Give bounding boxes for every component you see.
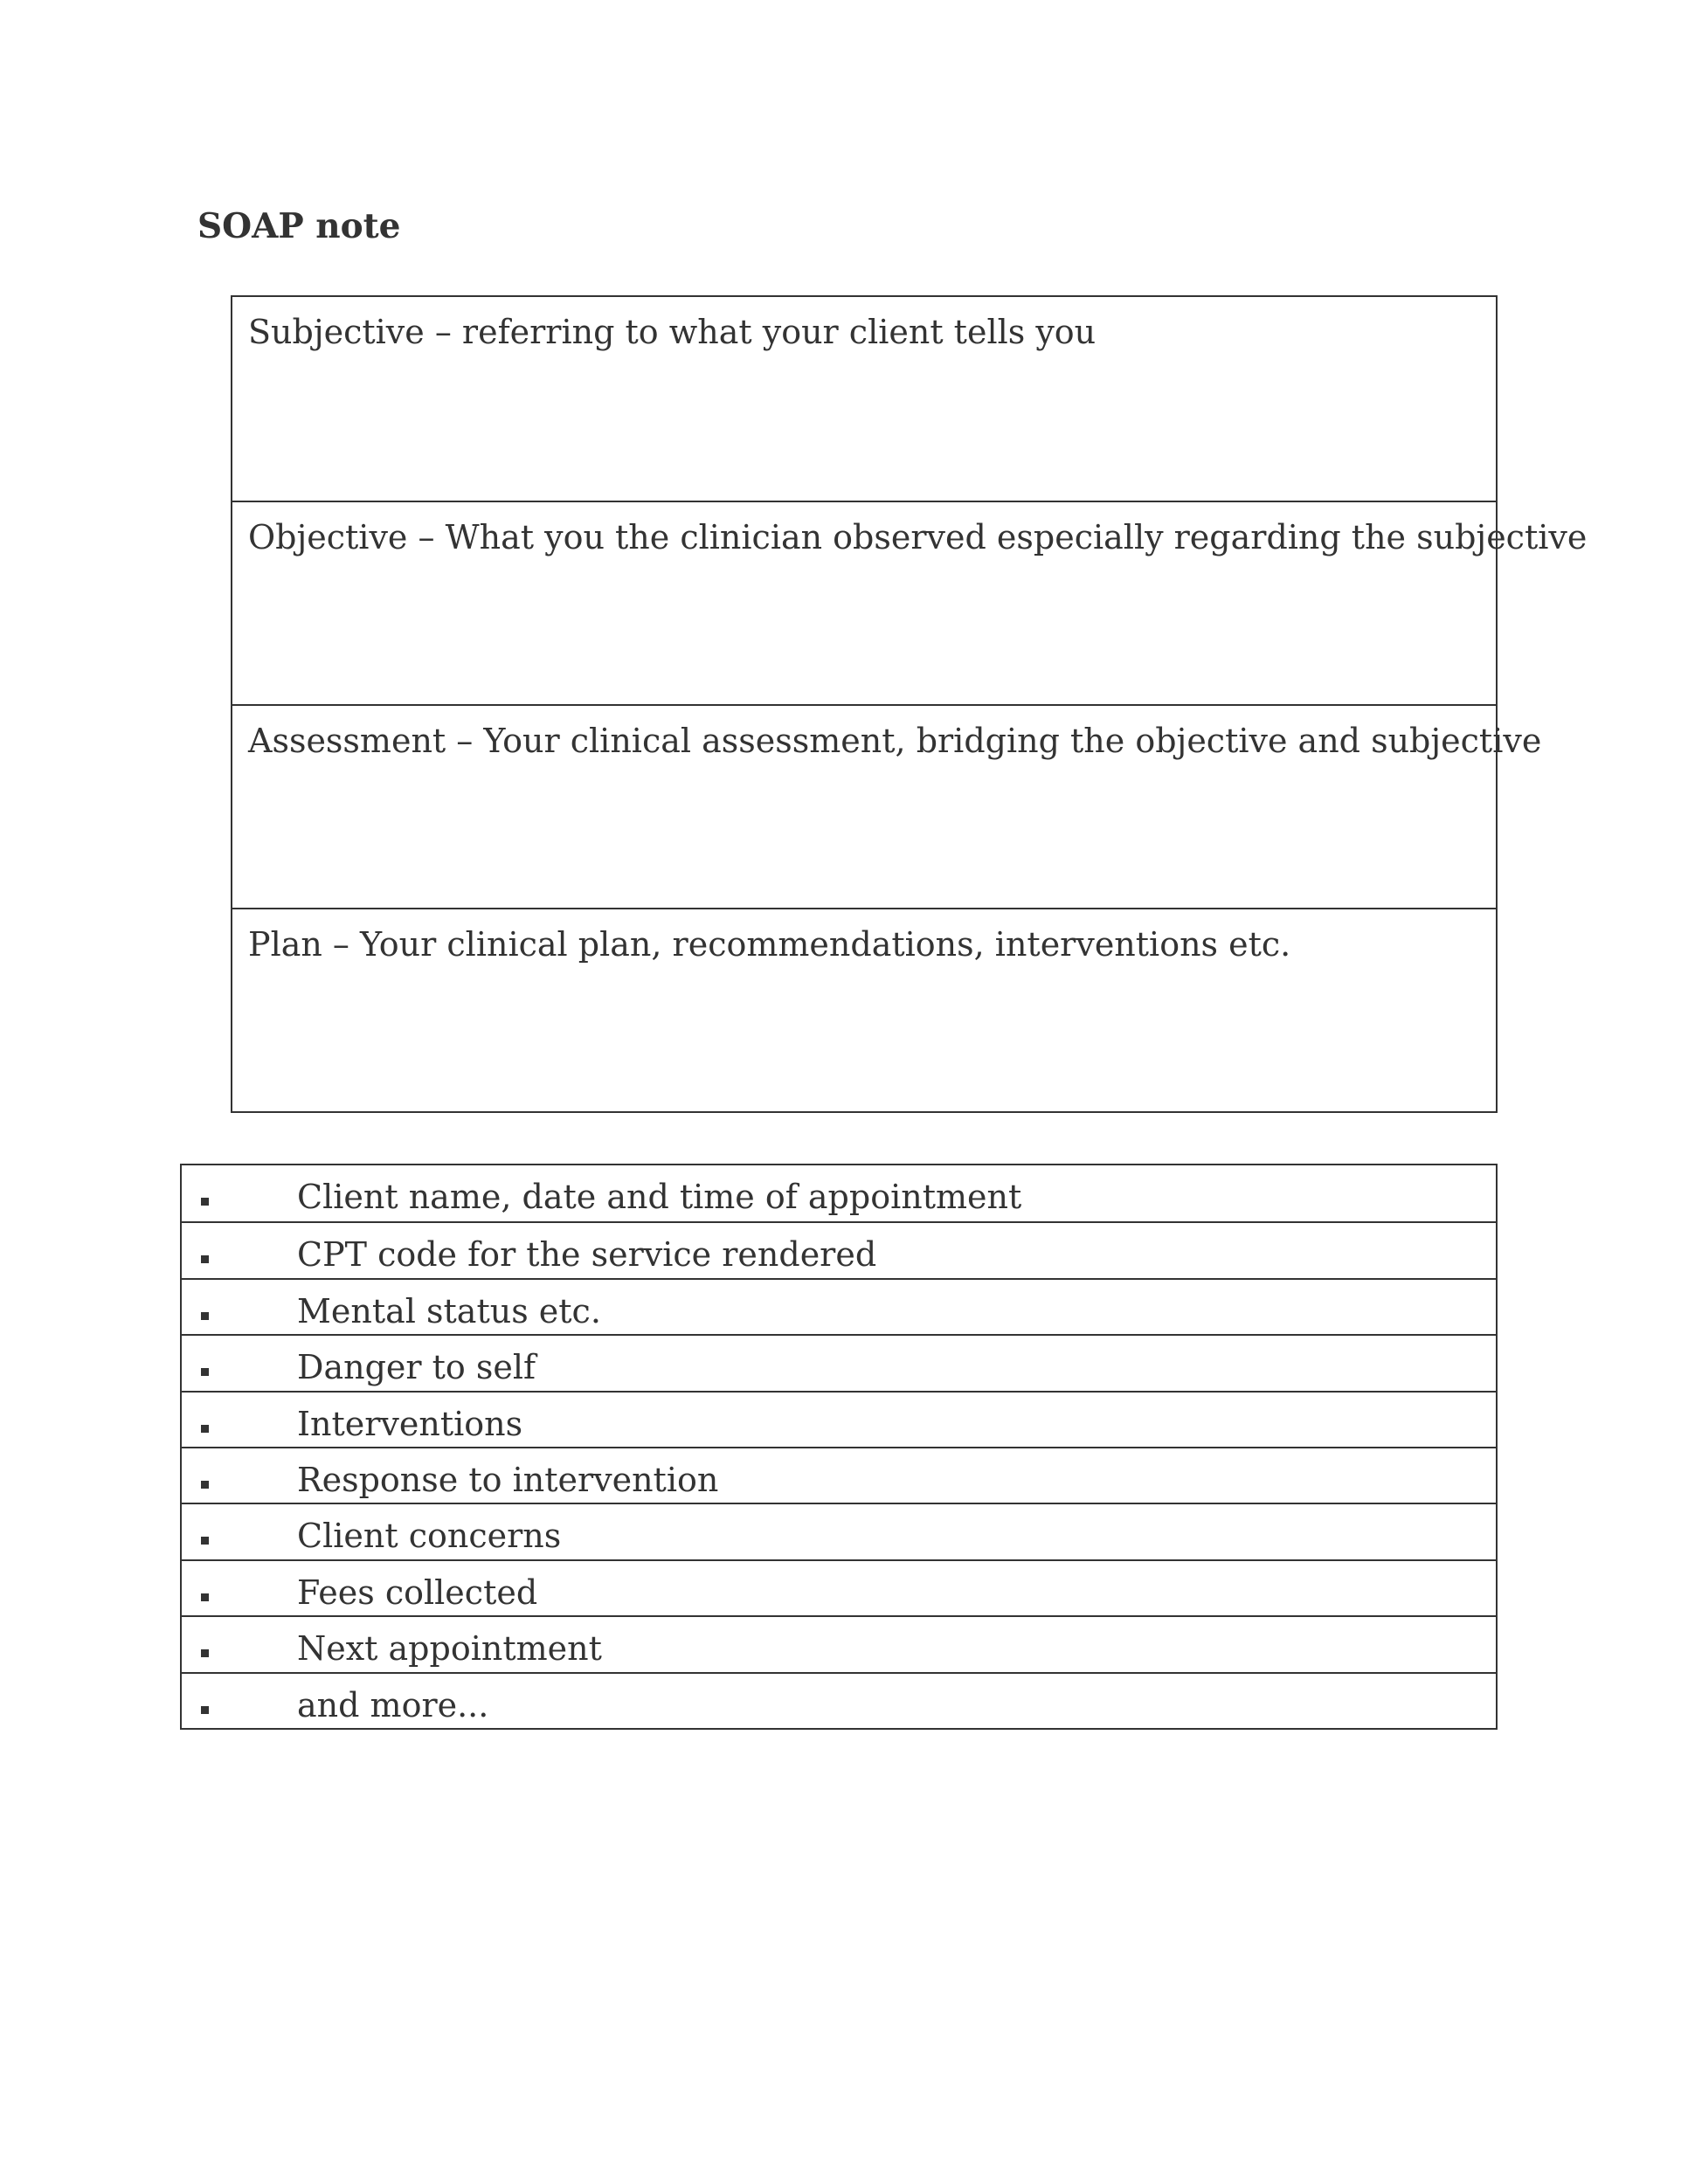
checklist-item-text: and more... — [297, 1685, 489, 1724]
square-bullet-icon — [201, 1255, 209, 1263]
checklist-item-text: Interventions — [297, 1404, 523, 1443]
square-bullet-icon — [201, 1368, 209, 1376]
soap-label-objective: Objective – What you the clinician observed especially regarding the subjective — [248, 518, 1588, 556]
checklist-item-text: Client name, date and time of appointment — [297, 1178, 1022, 1216]
checklist-item-text: Next appointment — [297, 1629, 602, 1669]
square-bullet-icon — [201, 1425, 209, 1433]
soap-row-subjective — [232, 297, 1496, 501]
square-bullet-icon — [201, 1649, 209, 1657]
checklist-item — [182, 1559, 1496, 1615]
square-bullet-icon — [201, 1198, 209, 1206]
square-bullet-icon — [201, 1537, 209, 1545]
checklist-item — [182, 1334, 1496, 1390]
checklist-item-text: Fees collected — [297, 1572, 538, 1612]
soap-row-objective — [232, 501, 1588, 705]
checklist-item-text: CPT code for the service rendered — [297, 1235, 877, 1275]
checklist-item — [182, 1447, 1496, 1503]
square-bullet-icon — [201, 1706, 209, 1714]
checklist-item-text: Response to intervention — [297, 1460, 719, 1499]
square-bullet-icon — [201, 1593, 209, 1601]
soap-label-plan: Plan – Your clinical plan, recommendations, interventions etc. — [248, 925, 1291, 964]
checklist-item — [182, 1615, 1496, 1671]
checklist-item — [182, 1391, 1496, 1447]
checklist-item — [182, 1165, 1496, 1221]
square-bullet-icon — [201, 1312, 209, 1320]
page-title: SOAP note — [197, 206, 401, 246]
square-bullet-icon — [201, 1481, 209, 1489]
checklist-item-text: Danger to self — [297, 1348, 536, 1387]
checklist-item-text: Mental status etc. — [297, 1291, 601, 1330]
note-checklist — [180, 1164, 1498, 1730]
soap-row-plan — [232, 908, 1496, 1112]
soap-label-subjective: Subjective – referring to what your client tells you — [248, 313, 1097, 351]
checklist-item — [182, 1672, 1496, 1728]
checklist-item-text: Client concerns — [297, 1517, 562, 1556]
soap-label-assessment: Assessment – Your clinical assessment, bridging the objective and subjective — [248, 722, 1542, 760]
checklist-item — [182, 1503, 1496, 1559]
soap-row-assessment — [232, 704, 1542, 909]
checklist-item — [182, 1221, 1496, 1277]
checklist-item — [182, 1278, 1496, 1334]
soap-table — [231, 295, 1588, 1113]
